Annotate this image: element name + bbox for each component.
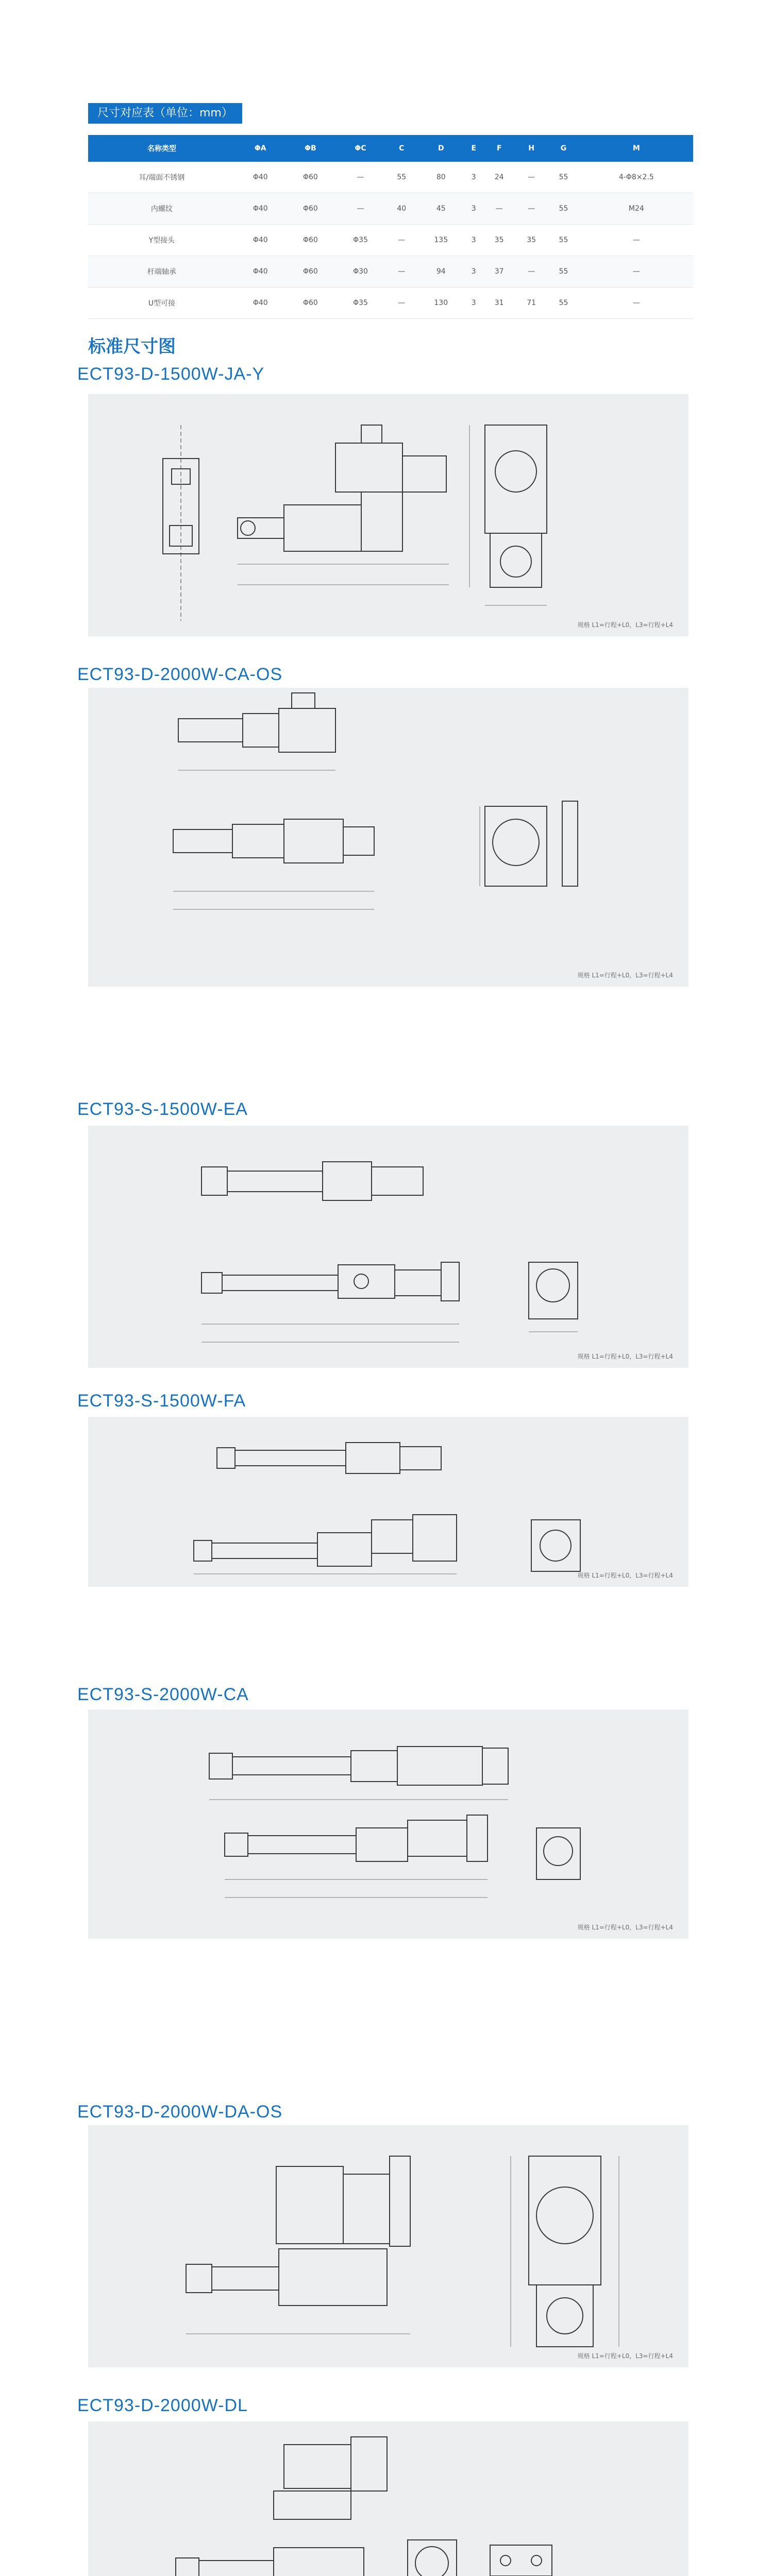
drawing-model-title: ECT93-S-1500W-FA — [77, 1391, 246, 1411]
table-cell: 55 — [385, 162, 417, 193]
actuator-drawing-svg — [88, 1126, 688, 1368]
drawing-note: 规格 L1=行程+L0，L3=行程+L4 — [577, 2352, 673, 2360]
table-cell: Φ40 — [236, 225, 285, 256]
table-cell: 35 — [515, 225, 547, 256]
table-cell: 耳/端面不锈钢 — [88, 162, 236, 193]
table-row — [88, 193, 693, 225]
spec-table-tag: 尺寸对应表（单位：mm） — [88, 103, 242, 124]
table-cell: 55 — [547, 162, 579, 193]
table-cell: 55 — [547, 256, 579, 287]
table-cell: 80 — [418, 162, 464, 193]
table-cell: 3 — [464, 287, 483, 319]
table-cell: 45 — [418, 193, 464, 225]
table-header: ΦA — [236, 135, 285, 162]
table-cell: 40 — [385, 193, 417, 225]
table-cell: — — [515, 162, 547, 193]
table-header: D — [418, 135, 464, 162]
table-cell: — — [335, 162, 385, 193]
table-cell: Φ35 — [335, 287, 385, 319]
table-cell: 37 — [483, 256, 515, 287]
drawing-note: 规格 L1=行程+L0，L3=行程+L4 — [577, 621, 673, 629]
table-cell: 3 — [464, 193, 483, 225]
table-cell: 4-Φ8×2.5 — [580, 162, 693, 193]
actuator-drawing-svg — [88, 394, 688, 636]
drawing-note: 规格 L1=行程+L0，L3=行程+L4 — [577, 972, 673, 979]
actuator-drawing-svg — [88, 2125, 688, 2367]
drawing-model-title: ECT93-S-1500W-EA — [77, 1099, 248, 1119]
dimension-drawing — [88, 2421, 688, 2576]
actuator-drawing-svg — [88, 1417, 688, 1587]
table-cell: 杆端轴承 — [88, 256, 236, 287]
table-cell: 24 — [483, 162, 515, 193]
table-row — [88, 225, 693, 256]
table-cell: 3 — [464, 225, 483, 256]
table-cell: 135 — [418, 225, 464, 256]
table-cell: Φ40 — [236, 162, 285, 193]
table-header: M — [580, 135, 693, 162]
table-cell: Φ60 — [285, 225, 335, 256]
table-cell: 94 — [418, 256, 464, 287]
table-header: G — [547, 135, 579, 162]
table-cell: Φ40 — [236, 287, 285, 319]
table-cell: 55 — [547, 225, 579, 256]
table-row — [88, 256, 693, 287]
dimension-drawing — [88, 394, 688, 636]
table-cell: 71 — [515, 287, 547, 319]
drawing-model-title: ECT93-D-2000W-DA-OS — [77, 2102, 283, 2122]
table-cell: M24 — [580, 193, 693, 225]
actuator-drawing-svg — [88, 688, 688, 987]
drawing-model-title: ECT93-D-2000W-CA-OS — [77, 665, 283, 684]
table-cell: 内螺纹 — [88, 193, 236, 225]
table-header: 名称类型 — [88, 135, 236, 162]
table-header-row — [88, 135, 693, 162]
table-cell: 130 — [418, 287, 464, 319]
table-row — [88, 287, 693, 319]
table-cell: 55 — [547, 287, 579, 319]
drawing-model-title: ECT93-S-2000W-CA — [77, 1685, 249, 1704]
table-row — [88, 162, 693, 193]
dimension-drawing — [88, 2125, 688, 2367]
actuator-drawing-svg — [88, 2421, 688, 2576]
drawing-model-title: ECT93-D-2000W-DL — [77, 2396, 248, 2415]
dimension-drawing — [88, 688, 688, 987]
table-cell: Φ40 — [236, 193, 285, 225]
table-cell: Φ30 — [335, 256, 385, 287]
table-cell: 35 — [483, 225, 515, 256]
drawing-note: 规格 L1=行程+L0，L3=行程+L4 — [577, 1572, 673, 1579]
table-header: C — [385, 135, 417, 162]
dimension-spec-table — [88, 135, 693, 319]
drawing-model-title: ECT93-D-1500W-JA-Y — [77, 364, 265, 384]
table-cell: 31 — [483, 287, 515, 319]
table-cell: U型可接 — [88, 287, 236, 319]
table-cell: — — [335, 193, 385, 225]
table-cell: Φ60 — [285, 256, 335, 287]
actuator-drawing-svg — [88, 1709, 688, 1939]
table-cell: — — [580, 287, 693, 319]
table-cell: Φ60 — [285, 287, 335, 319]
table-header: ΦC — [335, 135, 385, 162]
table-cell: — — [483, 193, 515, 225]
dimension-drawing — [88, 1709, 688, 1939]
dimension-drawing — [88, 1126, 688, 1368]
table-cell: 3 — [464, 256, 483, 287]
table-header: H — [515, 135, 547, 162]
table-cell: — — [385, 225, 417, 256]
drawing-note: 规格 L1=行程+L0，L3=行程+L4 — [577, 1353, 673, 1360]
table-cell: — — [385, 256, 417, 287]
table-cell: Φ40 — [236, 256, 285, 287]
table-cell: 3 — [464, 162, 483, 193]
table-cell: 55 — [547, 193, 579, 225]
table-cell: Φ60 — [285, 162, 335, 193]
drawing-note: 规格 L1=行程+L0，L3=行程+L4 — [577, 1924, 673, 1931]
dimension-drawing — [88, 1417, 688, 1587]
table-cell: — — [515, 193, 547, 225]
table-header: ΦB — [285, 135, 335, 162]
table-cell: — — [580, 225, 693, 256]
table-header: E — [464, 135, 483, 162]
table-cell: Y型接头 — [88, 225, 236, 256]
table-cell: — — [515, 256, 547, 287]
table-cell: — — [580, 256, 693, 287]
table-header: F — [483, 135, 515, 162]
table-cell: Φ35 — [335, 225, 385, 256]
standard-dimension-title: 标准尺寸图 — [88, 336, 176, 357]
table-cell: Φ60 — [285, 193, 335, 225]
table-cell: — — [385, 287, 417, 319]
